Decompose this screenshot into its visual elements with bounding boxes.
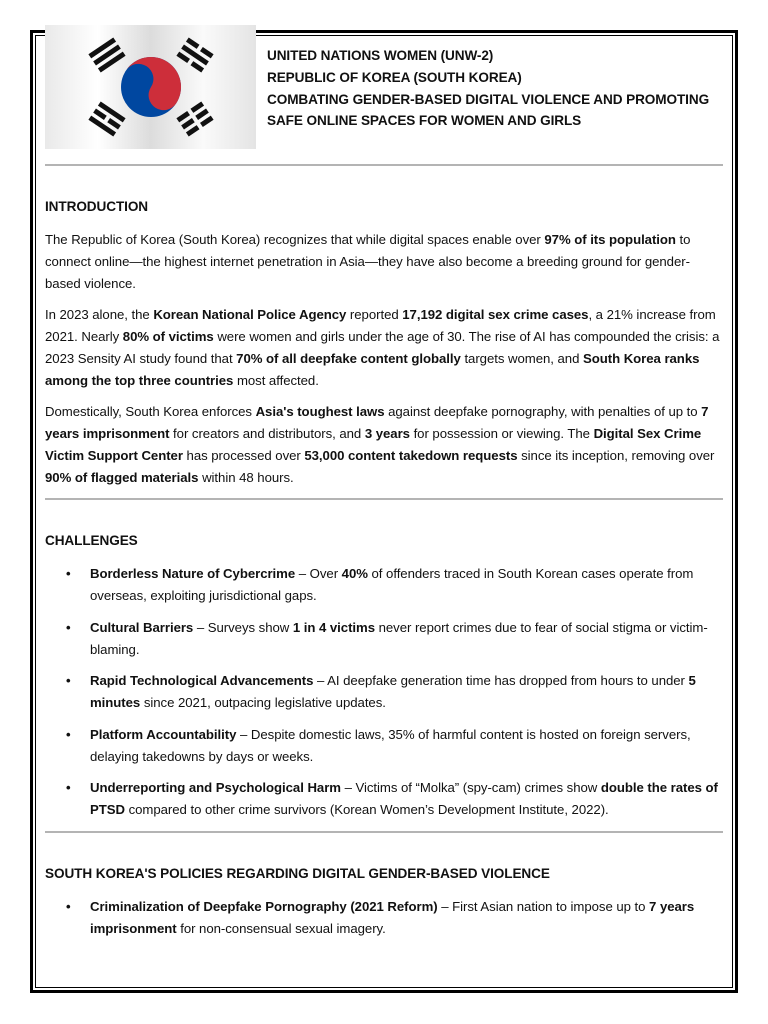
topic-title: COMBATING GENDER-BASED DIGITAL VIOLENCE AND PROMOTING SAFE ONLINE SPACES FOR WOMEN AND GIRLS	[267, 91, 710, 129]
page-border-inner	[35, 35, 733, 988]
list-item: • Borderless Nature of Cybercrime – Over 40% of offenders traced in South Korean cases operate from overseas, exploiting jurisdictional gaps.	[66, 566, 694, 603]
intro-paragraph-3: Domestically, South Korea enforces Asia's toughest laws against deepfake pornography, with penalties of up to 7 years imprisonment for creators and distributors, and 3 years for possession or viewing. The Digital Sex Crime Victim Support Center has processed over 53,000 content takedown requests since its inception, removing over 90% of flagged materials within 48 hours.	[45, 404, 715, 485]
list-item: • Cultural Barriers – Surveys show 1 in 4 victims never report crimes due to fear of social stigma or victim-blaming.	[66, 619, 708, 657]
intro-paragraph-2: In 2023 alone, the Korean National Police Agency reported 17,192 digital sex crime cases, a 21% increase from 2021. Nearly 80% of victims were women and girls under the age of 30. The rise of AI has compounded the crisis: a 2023 Sensity AI study found that 70% of all deepfake content globally targets women, and South Korea ranks among the top three countries most affected.	[45, 307, 720, 388]
south-korea-flag-image	[45, 25, 256, 149]
challenges-heading: CHALLENGES	[45, 533, 138, 548]
section-divider	[45, 498, 723, 500]
document-header	[267, 45, 727, 132]
introduction-heading: INTRODUCTION	[45, 199, 149, 214]
intro-paragraph-1: The Republic of Korea (South Korea) recognizes that while digital spaces enable over 97% of its population to connect online—the highest internet penetration in Asia—they have also become a breeding ground for gender-based violence.	[45, 232, 691, 291]
list-item: • Platform Accountability – Despite domestic laws, 35% of harmful content is hosted on foreign servers, delaying takedowns by days or weeks.	[66, 726, 691, 764]
policies-heading: SOUTH KOREA'S POLICIES REGARDING DIGITAL GENDER-BASED VIOLENCE	[45, 866, 550, 881]
policies-list	[45, 896, 723, 950]
list-item: • Rapid Technological Advancements – AI deepfake generation time has dropped from hours to under 5 minutes since 2021, outpacing legislative updates.	[66, 673, 696, 710]
country-name: REPUBLIC OF KOREA (SOUTH KOREA)	[267, 69, 522, 85]
committee-name: UNITED NATIONS WOMEN (UNW-2)	[267, 48, 494, 63]
section-divider	[45, 164, 723, 166]
list-item: • Criminalization of Deepfake Pornography (2021 Reform) – First Asian nation to impose up to 7 years imprisonment for non-consensual sexual imagery.	[66, 899, 695, 936]
list-item: • Underreporting and Psychological Harm – Victims of “Molka” (spy-cam) crimes show double the rates of PTSD compared to other crime survivors (Korean Women’s Development Institute, 2022).	[66, 780, 718, 817]
challenges-list	[45, 563, 723, 831]
section-divider	[45, 831, 723, 833]
